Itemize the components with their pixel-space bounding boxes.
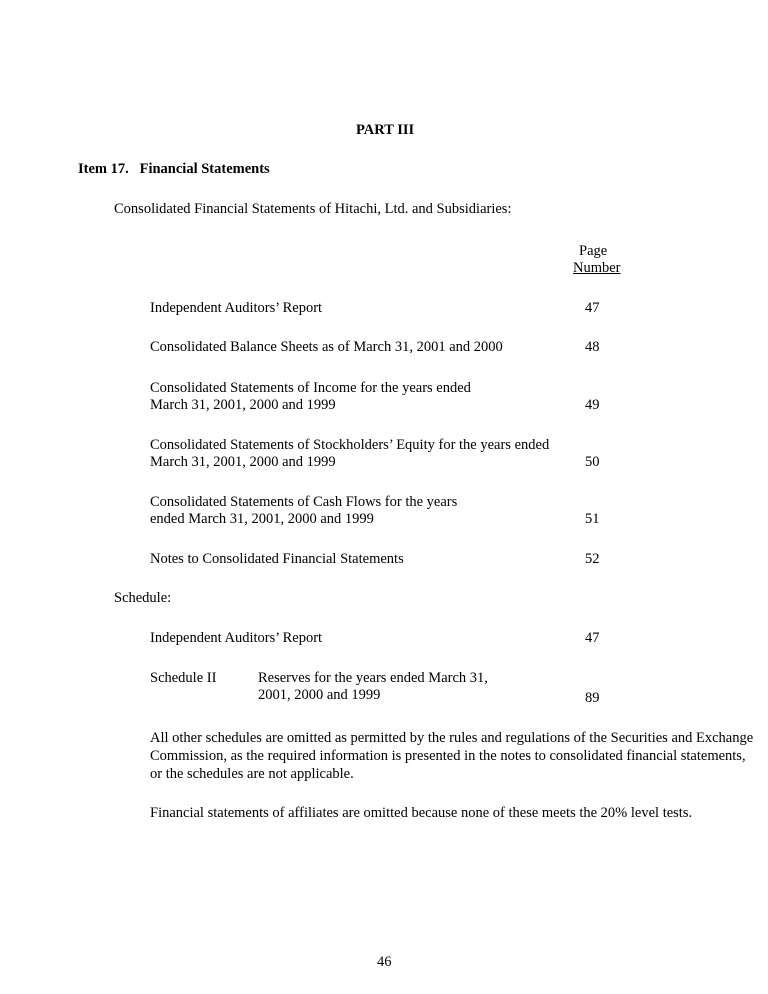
entry-label: Consolidated Statements of Cash Flows for the years — [150, 494, 458, 510]
page-header-2: Number — [573, 260, 621, 276]
paragraph-line: All other schedules are omitted as permitted by the rules and regulations of the Securities and Exchange — [150, 730, 754, 746]
schedule-ii-name: Schedule II — [150, 670, 217, 686]
schedule-report-label: Independent Auditors’ Report — [150, 630, 323, 646]
entry-label-2: March 31, 2001, 2000 and 1999 — [150, 397, 336, 413]
schedule-ii-desc-2: 2001, 2000 and 1999 — [258, 687, 381, 703]
entry-label: Consolidated Balance Sheets as of March 31, 2001 and 2000 — [150, 339, 503, 355]
item-heading: Item 17. Financial Statements — [78, 161, 270, 177]
schedule-report-page: 47 — [585, 630, 600, 646]
schedule-label: Schedule: — [114, 590, 172, 606]
entry-label: Notes to Consolidated Financial Statements — [150, 551, 404, 567]
paragraph-affiliates: Financial statements of affiliates are omitted because none of these meets the 20% level tests. — [150, 805, 693, 821]
entry-label: Independent Auditors’ Report — [150, 300, 323, 316]
schedule-ii-page: 89 — [585, 690, 600, 706]
entry-page: 49 — [585, 397, 600, 413]
page-header-1: Page — [579, 243, 608, 259]
entry-page: 47 — [585, 300, 600, 316]
entry-page: 51 — [585, 511, 600, 527]
page-number: 46 — [377, 954, 392, 970]
entry-page: 50 — [585, 454, 600, 470]
entry-page: 52 — [585, 551, 600, 567]
schedule-ii-desc: Reserves for the years ended March 31, — [258, 670, 488, 686]
entry-label: Consolidated Statements of Stockholders’ Equity for the years ended — [150, 437, 550, 453]
entry-page: 48 — [585, 339, 600, 355]
entry-label-2: ended March 31, 2001, 2000 and 1999 — [150, 511, 374, 527]
part-heading: PART III — [356, 122, 415, 138]
paragraph-line: or the schedules are not applicable. — [150, 766, 354, 782]
entry-label: Consolidated Statements of Income for the years ended — [150, 380, 471, 396]
entry-label-2: March 31, 2001, 2000 and 1999 — [150, 454, 336, 470]
intro-text: Consolidated Financial Statements of Hitachi, Ltd. and Subsidiaries: — [114, 201, 512, 217]
paragraph-line: Commission, as the required information is presented in the notes to consolidated financial statements, — [150, 748, 746, 764]
